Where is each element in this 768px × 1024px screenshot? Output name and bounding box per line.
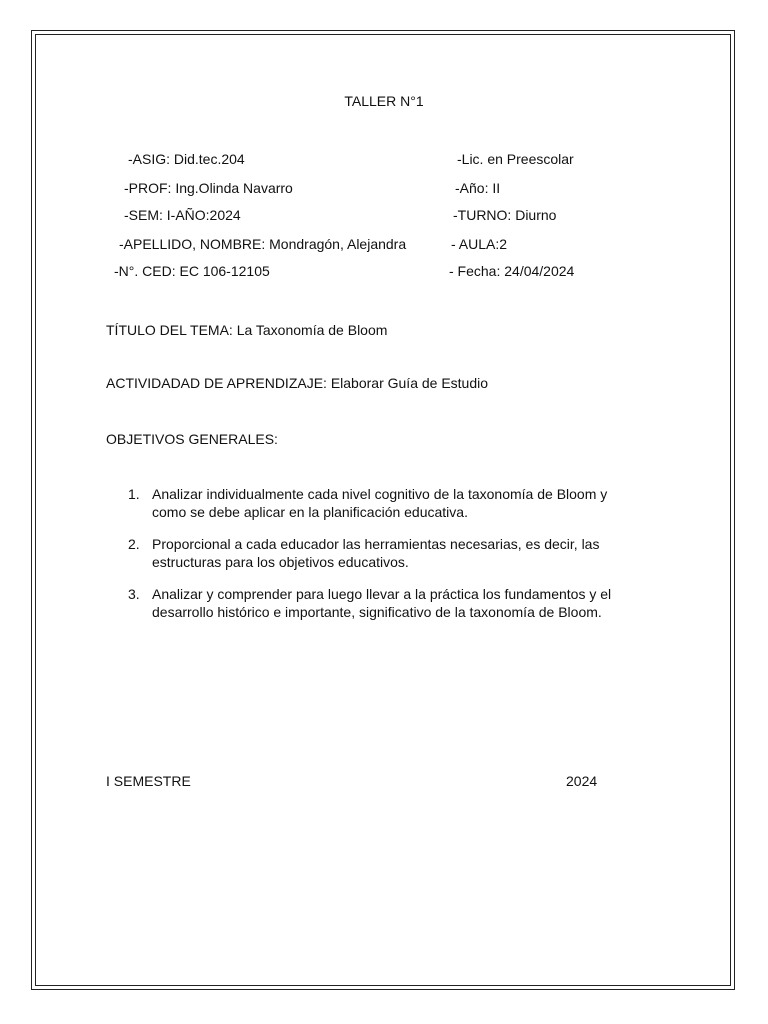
learning-activity: ACTIVIDADAD DE APRENDIZAJE: Elaborar Guía de Estudio: [106, 375, 489, 391]
footer-year: 2024: [566, 773, 598, 789]
date-field: - Fecha: 24/04/2024: [449, 263, 575, 279]
objective-number: 1.: [128, 486, 140, 502]
objective-text-line: Analizar y comprender para luego llevar a la práctica los fundamentos y el: [152, 586, 612, 602]
name-field: -APELLIDO, NOMBRE: Mondragón, Alejandra: [119, 236, 407, 252]
objective-item: [128, 585, 688, 621]
shift-field: -TURNO: Diurno: [453, 207, 557, 223]
objective-text-line: Analizar individualmente cada nivel cognitivo de la taxonomía de Bloom y: [152, 486, 608, 502]
footer-semester: I SEMESTRE: [106, 773, 191, 789]
objectives-list: [128, 485, 688, 635]
objective-item: [128, 485, 688, 521]
objective-number: 2.: [128, 536, 140, 552]
document-title: TALLER N°1: [344, 93, 424, 109]
objective-number: 3.: [128, 586, 140, 602]
sem-field: -SEM: I-AÑO:2024: [124, 207, 241, 223]
objective-text-line: estructuras para los objetivos educativos.: [152, 554, 409, 570]
degree-field: -Lic. en Preescolar: [457, 151, 574, 167]
objective-text-line: desarrollo histórico e importante, significativo de la taxonomía de Bloom.: [152, 604, 602, 620]
topic-title: TÍTULO DEL TEMA: La Taxonomía de Bloom: [106, 322, 388, 338]
classroom-field: - AULA:2: [451, 236, 508, 252]
objectives-heading: OBJETIVOS GENERALES:: [106, 431, 278, 447]
asig-field: -ASIG: Did.tec.204: [128, 151, 245, 167]
objective-text-line: como se debe aplicar en la planificación educativa.: [152, 504, 468, 520]
objective-item: [128, 535, 688, 571]
objective-text-line: Proporcional a cada educador las herramientas necesarias, es decir, las: [152, 536, 600, 552]
year-field: -Año: II: [455, 180, 501, 196]
prof-field: -PROF: Ing.Olinda Navarro: [124, 180, 293, 196]
ced-field: -N°. CED: EC 106-12105: [114, 263, 270, 279]
